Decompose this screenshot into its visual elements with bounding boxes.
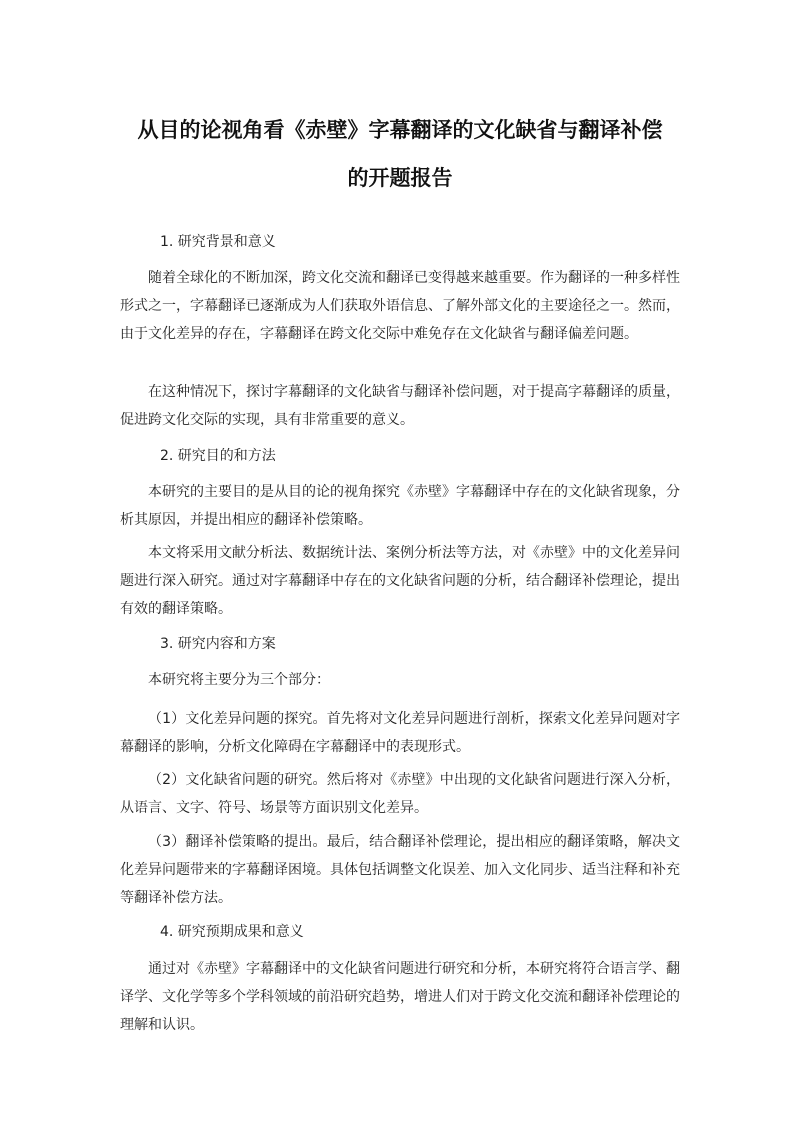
section-2-paragraph-2: 本文将采用文献分析法、数据统计法、案例分析法等方法，对《赤壁》中的文化差异问题进行深入研究。通过对字幕翻译中存在的文化缺省问题的分析，结合翻译补偿理论，提出有效的翻译策略。 [120,545,680,617]
section-3-paragraph-1: 本研究将主要分为三个部分： [148,672,330,688]
section-3-item-2: （2）文化缺省问题的研究。然后将对《赤壁》中出现的文化缺省问题进行深入分析，从语言、文字、符号、场景等方面识别文化差异。 [120,772,680,816]
section-1-paragraph-2: 在这种情况下，探讨字幕翻译的文化缺省与翻译补偿问题，对于提高字幕翻译的质量，促进跨文化交际的实现，具有非常重要的意义。 [120,384,680,428]
section-3-item-1: （1）文化差异问题的探究。首先将对文化差异问题进行剖析，探索文化差异问题对字幕翻译的影响，分析文化障碍在字幕翻译中的表现形式。 [120,711,680,755]
document-title-line-2: 的开题报告 [347,166,453,190]
section-heading-4: 4. 研究预期成果和意义 [160,924,304,940]
section-heading-3: 3. 研究内容和方案 [160,636,276,652]
section-heading-2: 2. 研究目的和方法 [160,448,276,464]
section-1-paragraph-1: 随着全球化的不断加深，跨文化交流和翻译已变得越来越重要。作为翻译的一种多样性形式之一，字幕翻译已逐渐成为人们获取外语信息、了解外部文化的主要途径之一。然而，由于文化差异的存在，字幕翻译在跨文化交际中难免存在文化缺省与翻译偏差问题。 [120,270,680,342]
section-2-paragraph-1: 本研究的主要目的是从目的论的视角探究《赤壁》字幕翻译中存在的文化缺省现象，分析其原因，并提出相应的翻译补偿策略。 [120,484,680,528]
section-heading-1: 1. 研究背景和意义 [160,234,276,250]
document-title-line-1: 从目的论视角看《赤壁》字幕翻译的文化缺省与翻译补偿 [137,118,663,142]
section-3-item-3: （3）翻译补偿策略的提出。最后，结合翻译补偿理论，提出相应的翻译策略，解决文化差异问题带来的字幕翻译困境。具体包括调整文化误差、加入文化同步、适当注释和补充等翻译补偿方法。 [120,834,680,906]
section-4-paragraph-1: 通过对《赤壁》字幕翻译中的文化缺省问题进行研究和分析，本研究将符合语言学、翻译学、文化学等多个学科领域的前沿研究趋势，增进人们对于跨文化交流和翻译补偿理论的理解和认识。 [120,961,680,1033]
